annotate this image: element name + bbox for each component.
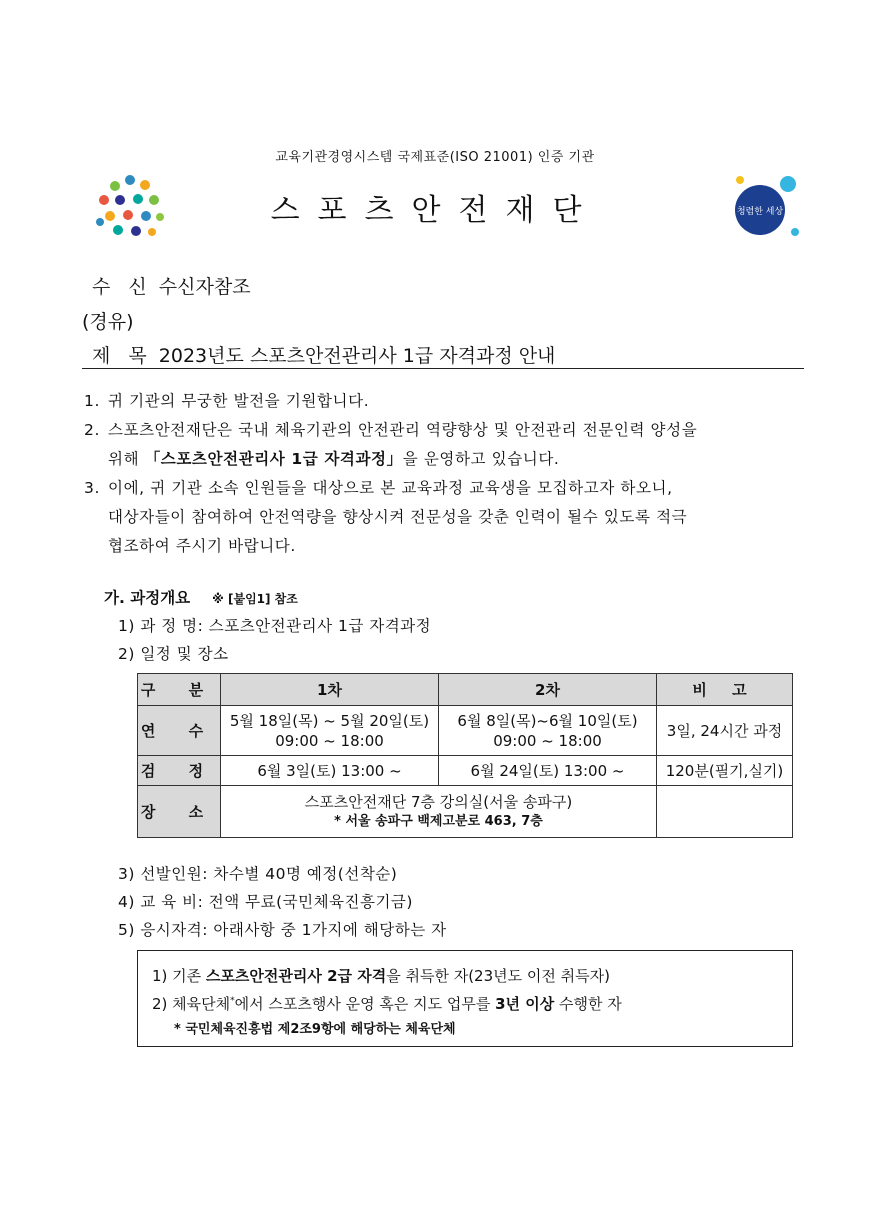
row-label-place: 장 소: [138, 786, 221, 838]
paragraph-2: [84, 416, 814, 474]
table-row: [138, 706, 793, 756]
table-row: [138, 756, 793, 786]
condition-2-emphasis: 3년 이상: [495, 995, 555, 1013]
training-round-1-hours: 09:00 ~ 18:00: [275, 731, 384, 750]
paragraph-3-line-3: 협조하여 주시기 바랍니다.: [108, 537, 296, 555]
schedule-item: 2) 일정 및 장소: [118, 645, 229, 663]
exam-round-1: 6월 3일(토) 13:00 ~: [221, 756, 439, 786]
place-address: * 서울 송파구 백제고분로 463, 7층: [334, 813, 543, 829]
paragraph-3: [84, 474, 814, 561]
table-row: [138, 786, 793, 838]
condition-1-emphasis: 스포츠안전관리사 2급 자격: [205, 967, 387, 985]
subject-line: [92, 341, 555, 368]
condition-2-post: 수행한 자: [554, 995, 622, 1013]
eligibility-box: [137, 950, 793, 1047]
table-header-row: [138, 674, 793, 706]
subject-label: 제 목: [92, 345, 153, 367]
training-remarks: 3일, 24시간 과정: [657, 706, 793, 756]
paragraph-3-line-1: 이에, 귀 기관 소속 인원들을 대상으로 본 교육과정 교육생을 모집하고자 하오니,: [108, 479, 673, 497]
training-round-2: [439, 706, 657, 756]
paragraph-2-pre: 위해: [108, 450, 145, 468]
section-title: 가. 과정개요: [104, 589, 191, 607]
place-name: 스포츠안전재단 7층 강의실(서울 송파구): [304, 792, 573, 811]
header-divider: [82, 368, 804, 369]
schedule-table: [137, 673, 793, 838]
recipient-label: 수 신: [92, 276, 153, 298]
header-category: 구 분: [138, 674, 221, 706]
exam-remarks: 120분(필기,실기): [657, 756, 793, 786]
integrity-logo-text: 청렴한 세상: [736, 207, 784, 217]
row-label-training: 연 수: [138, 706, 221, 756]
training-round-1-dates: 5월 18일(목) ~ 5월 20일(토): [229, 711, 430, 730]
paragraph-3-line-2: 대상자들이 참여하여 안전역량을 향상시켜 전문성을 갖춘 인력이 될수 있도록 적극: [108, 508, 688, 526]
header-round-1: 1차: [221, 674, 439, 706]
course-name-emphasis: 「스포츠안전관리사 1급 자격과정」: [144, 450, 403, 468]
paragraph-2-line-2: [84, 445, 814, 474]
training-round-2-dates: 6월 8일(목)~6월 10일(토): [457, 711, 638, 730]
subject-value: 2023년도 스포츠안전관리사 1급 자격과정 안내: [158, 345, 556, 367]
selection-count-item: 3) 선발인원: 차수별 40명 예정(선착순): [118, 865, 398, 883]
section-heading: [104, 586, 298, 608]
paragraph-2-number: 2.: [84, 421, 100, 439]
course-name-item: 1) 과 정 명: 스포츠안전관리사 1급 자격과정: [118, 617, 432, 635]
paragraph-1-text: 귀 기관의 무궁한 발전을 기원합니다.: [108, 392, 370, 410]
paragraph-2-line-1: 스포츠안전재단은 국내 체육기관의 안전관리 역량향상 및 안전관리 전문인력 양성을: [108, 421, 698, 439]
tuition-item: 4) 교 육 비: 전액 무료(국민체육진흥기금): [118, 893, 413, 911]
place-remarks: [657, 786, 793, 838]
section-note: ※ [붙임1] 참조: [212, 592, 298, 606]
paragraph-3-number: 3.: [84, 479, 100, 497]
organization-name: 스포츠안전재단: [270, 193, 600, 228]
training-round-2-hours: 09:00 ~ 18:00: [493, 731, 602, 750]
via-label: (경유): [82, 311, 134, 333]
condition-1-post: 을 취득한 자(23년도 이전 취득자): [386, 967, 610, 985]
certification-subtitle: 교육기관경영시스템 국제표준(ISO 21001) 인증 기관: [275, 150, 595, 165]
training-round-1: [221, 706, 439, 756]
paragraph-1-number: 1.: [84, 392, 100, 410]
row-label-exam: 검 정: [138, 756, 221, 786]
eligibility-condition-2: [152, 993, 622, 1014]
eligibility-item: 5) 응시자격: 아래사항 중 1가지에 해당하는 자: [118, 921, 447, 939]
header-round-2: 2차: [439, 674, 657, 706]
paragraph-2-post: 을 운영하고 있습니다.: [402, 450, 560, 468]
recipient-value: 수신자참조: [158, 276, 251, 298]
integrity-logo-icon: [728, 172, 803, 242]
condition-2-mid: 에서 스포츠행사 운영 혹은 지도 업무를: [234, 995, 496, 1013]
condition-2-pre: 2) 체육단체: [152, 995, 231, 1013]
exam-round-2: 6월 24일(토) 13:00 ~: [439, 756, 657, 786]
eligibility-condition-1: [152, 965, 610, 986]
paragraph-1: [84, 387, 814, 416]
condition-1-pre: 1) 기존: [152, 967, 206, 985]
recipient-line: [92, 272, 251, 299]
condition-2-footnote-mark: *: [230, 996, 235, 1006]
eligibility-footnote: * 국민체육진흥법 제2조9항에 해당하는 체육단체: [174, 1022, 456, 1037]
place-cell: [221, 786, 657, 838]
header-remarks: 비 고: [657, 674, 793, 706]
